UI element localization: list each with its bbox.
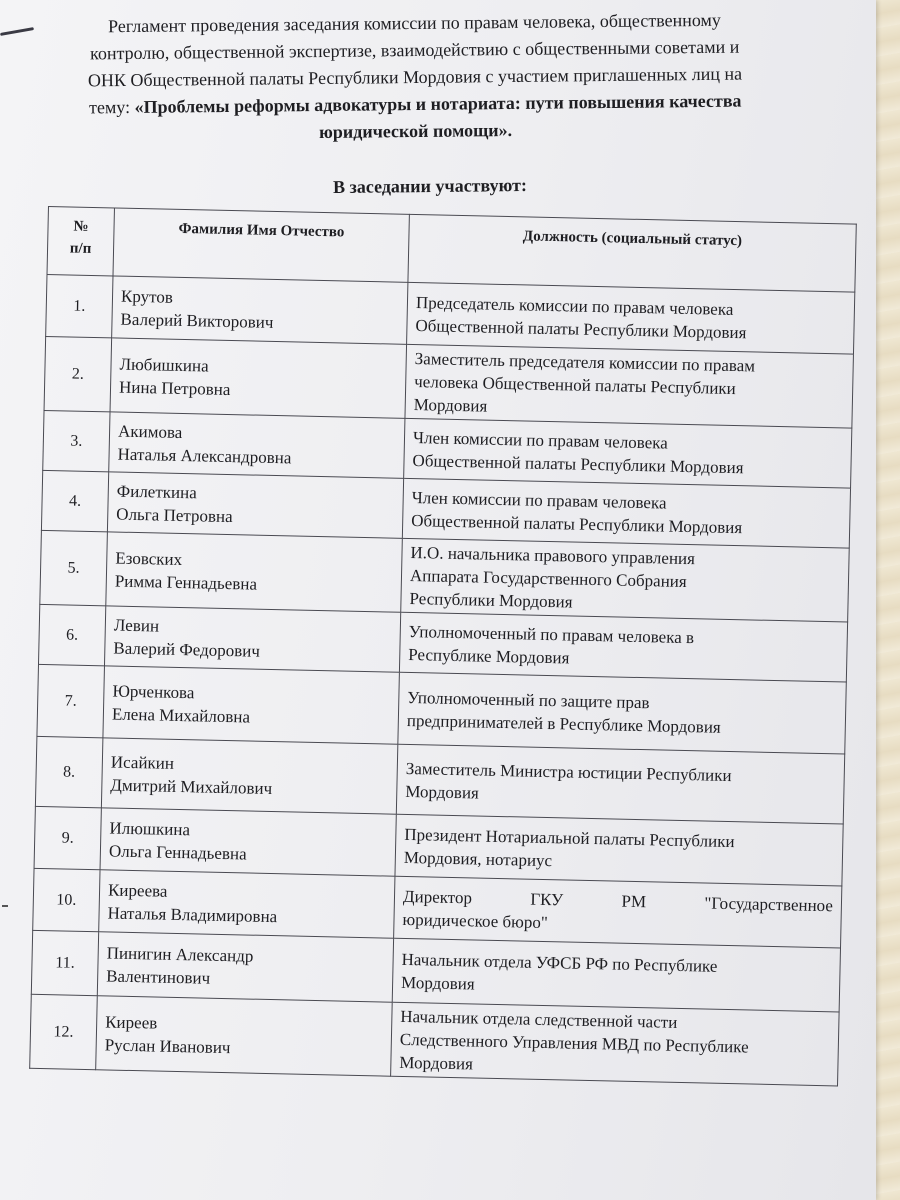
name-line: Юрченкова	[112, 681, 195, 702]
position-line: Заместитель Министра юстиции Республики	[405, 758, 732, 785]
header-line: ОНК Общественной палаты Республики Мордовия с участием приглашенных лиц на	[87, 63, 743, 91]
name-line: Езовских	[115, 548, 183, 569]
position-line: Общественной палаты Республики Мордовия	[415, 315, 747, 342]
position-line: И.О. начальника правового управления	[410, 542, 696, 569]
participant-name	[96, 996, 393, 1076]
participants-table	[29, 206, 857, 1086]
row-number: 3.	[43, 410, 110, 471]
participant-name	[100, 808, 396, 876]
name-line: Крутов	[120, 286, 174, 307]
name-line: Дмитрий Михайлович	[110, 775, 273, 798]
participant-position	[394, 876, 842, 948]
position-line: Президент Нотариальной палаты Республики	[404, 824, 735, 851]
participant-name	[103, 666, 400, 744]
name-line: Елена Михайловна	[111, 704, 251, 727]
position-line: Общественной палаты Республики Мордовия	[411, 510, 743, 537]
position-line: Мордовия	[413, 395, 488, 416]
name-line: Нина Петровна	[118, 377, 231, 399]
participants-title: В заседании участвуют:	[332, 174, 528, 198]
column-header-name: Фамилия Имя Отчество	[113, 208, 409, 282]
name-line: Киреева	[107, 879, 168, 901]
name-line: Наталья Владимировна	[107, 902, 278, 926]
participant-name	[97, 932, 393, 1002]
position-line: Уполномоченный по защите прав	[407, 687, 650, 712]
participant-position	[407, 282, 855, 354]
position-line: Мордовия	[399, 1052, 474, 1074]
participant-name	[110, 338, 407, 418]
header-prefix: тему:	[88, 96, 135, 118]
position-line: Следственного Управления МВД по Республике	[399, 1029, 749, 1057]
position-line: предпринимателей в Республике Мордовия	[406, 710, 721, 737]
name-line: Киреев	[105, 1011, 158, 1033]
position-line: Начальник отдела УФСБ РФ по Республике	[401, 949, 718, 976]
name-line: Валерий Федорович	[113, 638, 261, 661]
header-num-symbol: №	[73, 218, 89, 235]
participant-position	[399, 612, 847, 682]
position-line: Мордовия, нотариус	[403, 847, 553, 870]
row-number: 12.	[30, 994, 98, 1069]
participant-name	[106, 532, 403, 612]
header-num-label: п/п	[69, 240, 92, 257]
position-line: Республике Мордовия	[408, 644, 570, 667]
name-line: Пинигин Александр	[106, 942, 254, 966]
row-number: 11.	[31, 930, 98, 995]
participant-name	[107, 472, 403, 538]
margin-mark	[2, 905, 8, 907]
row-number: 6.	[38, 604, 105, 665]
row-number: 10.	[33, 868, 100, 931]
row-number: 9.	[34, 806, 101, 869]
position-line: Заместитель председателя комиссии по правам	[414, 349, 756, 376]
participant-position	[402, 478, 850, 548]
position-line: Директор ГКУ РМ "Государственное	[402, 886, 834, 915]
position-line: Член комиссии по правам человека	[411, 487, 667, 513]
name-line: Римма Геннадьевна	[114, 571, 258, 594]
header-line: Регламент проведения заседания комиссии по правам человека, общественному	[107, 9, 721, 37]
meeting-topic-continued: юридической помощи».	[318, 119, 513, 143]
participant-name	[109, 412, 405, 478]
position-line: Уполномоченный по правам человека в	[408, 621, 695, 647]
desk-surface	[876, 0, 900, 1200]
row-number: 4.	[41, 470, 108, 531]
participants-table-wrap	[29, 206, 856, 1086]
participant-position	[395, 814, 843, 886]
participant-name	[104, 606, 400, 672]
header-line: контролю, общественной экспертизе, взаимодействию с общественными советами и	[89, 36, 740, 64]
name-line: Левин	[113, 615, 160, 636]
name-line: Ольга Петровна	[116, 504, 233, 526]
position-line: Мордовия	[400, 972, 475, 993]
position-line: юридическое бюро"	[402, 909, 549, 932]
name-line: Валерий Викторович	[120, 309, 274, 332]
row-number: 7.	[37, 664, 105, 737]
column-header-position: Должность (социальный статус)	[408, 214, 856, 292]
participant-position	[398, 672, 846, 754]
name-line: Руслан Иванович	[104, 1034, 231, 1057]
row-number: 2.	[44, 336, 112, 411]
column-header-number	[47, 207, 114, 276]
position-line: Председатель комиссии по правам человека	[415, 292, 734, 319]
name-line: Акимова	[117, 421, 183, 442]
document-header	[19, 6, 810, 149]
name-line: Исайкин	[110, 752, 175, 773]
name-line: Филеткина	[116, 481, 197, 502]
participant-name	[101, 738, 397, 814]
participant-position	[404, 418, 852, 488]
position-line: Аппарата Государственного Собрания	[409, 565, 687, 592]
name-line: Наталья Александровна	[117, 444, 292, 467]
row-number: 1.	[46, 274, 113, 337]
row-number: 8.	[35, 736, 103, 807]
participant-name	[99, 870, 395, 938]
name-line: Ольга Геннадьевна	[108, 840, 247, 863]
position-line: Республики Мордовия	[409, 588, 573, 612]
table-body	[30, 274, 855, 1085]
participant-position	[396, 744, 844, 824]
position-line: Начальник отдела следственной части	[400, 1006, 678, 1032]
meeting-topic: «Проблемы реформы адвокатуры и нотариата: пути повышения качества	[134, 90, 742, 117]
participant-position	[401, 538, 850, 622]
participant-position	[392, 938, 840, 1012]
participant-position	[405, 344, 854, 428]
position-line: человека Общественной палаты Республики	[414, 372, 736, 399]
row-number: 5.	[40, 530, 108, 605]
position-line: Мордовия	[405, 781, 480, 803]
participant-position	[391, 1002, 840, 1086]
participant-name	[112, 276, 408, 344]
position-line: Член комиссии по правам человека	[412, 427, 669, 453]
name-line: Любишкина	[119, 354, 209, 376]
position-line: Общественной палаты Республики Мордовия	[412, 450, 744, 477]
name-line: Илюшкина	[109, 817, 191, 839]
name-line: Валентинович	[106, 965, 211, 988]
